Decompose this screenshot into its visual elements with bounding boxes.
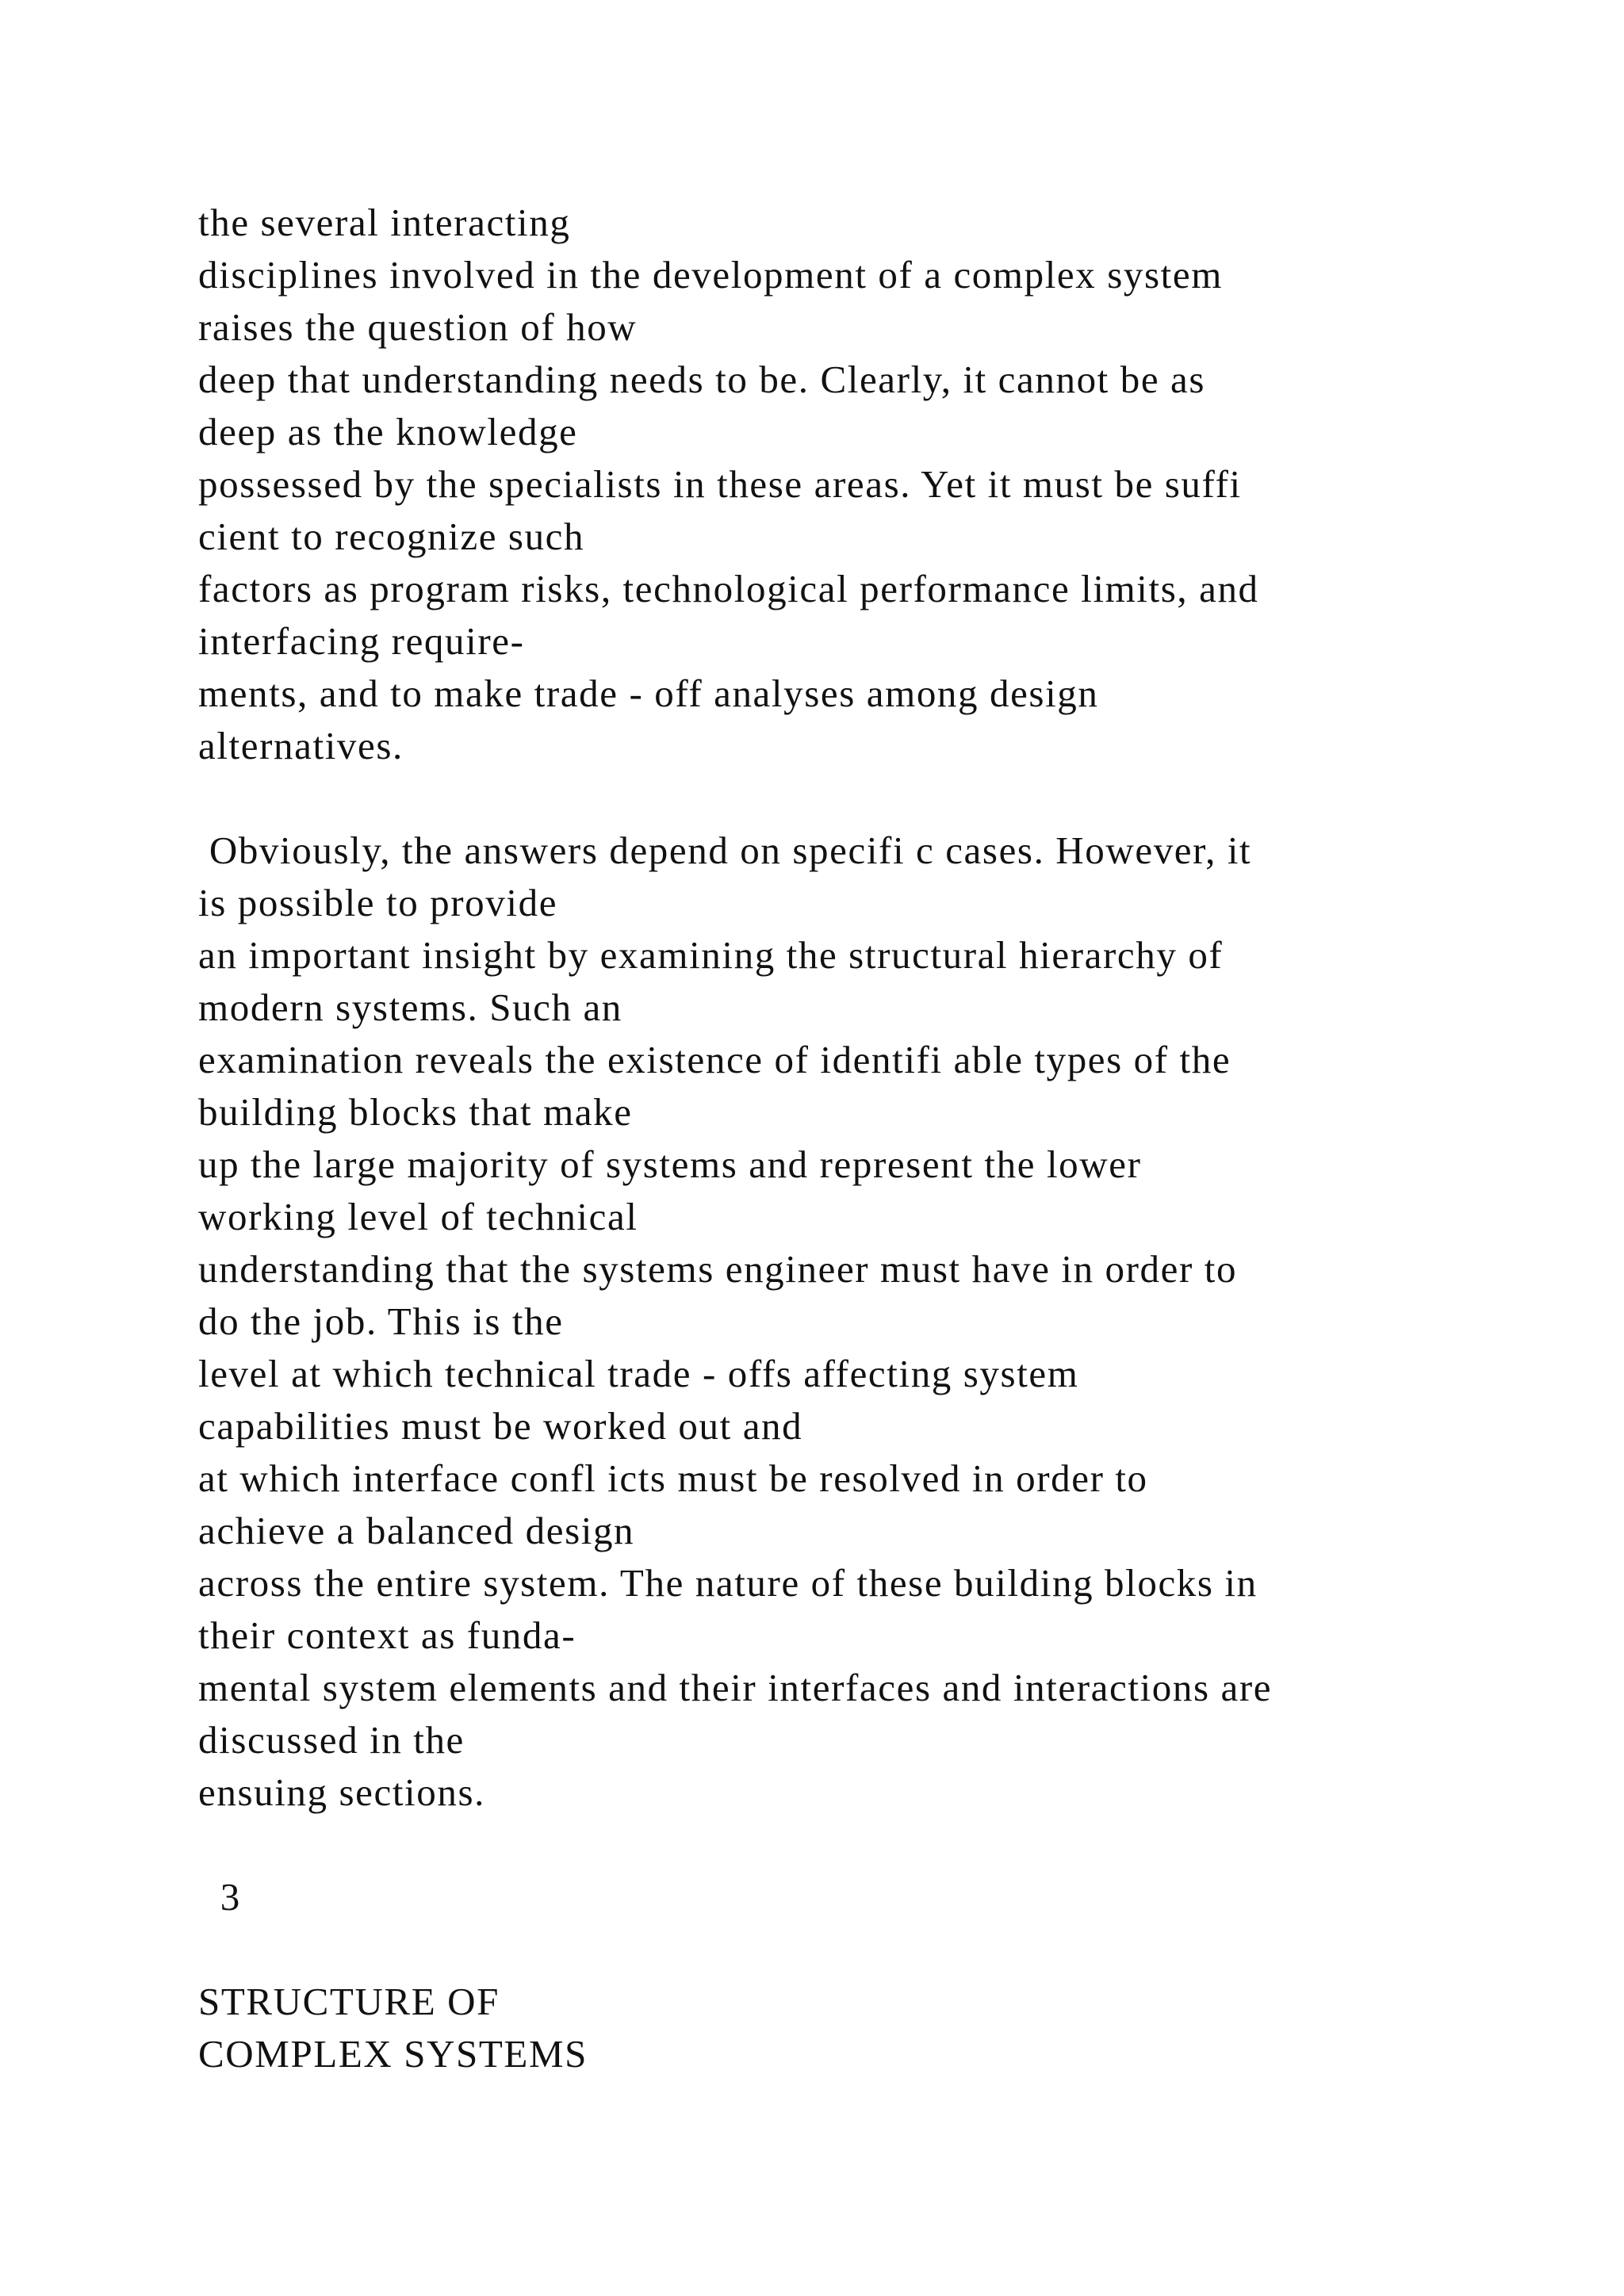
- text-line: ments, and to make trade - off analyses among design: [198, 672, 1099, 715]
- paragraph-2: [198, 825, 1507, 1819]
- text-line: an important insight by examining the structural hierarchy of: [198, 933, 1224, 977]
- heading-spacer: [198, 1923, 1507, 1976]
- text-line: level at which technical trade - offs affecting system: [198, 1352, 1079, 1395]
- text-line: raises the question of how: [198, 305, 638, 349]
- text-line: up the large majority of systems and represent the lower: [198, 1142, 1142, 1186]
- text-line: mental system elements and their interfaces and interactions are: [198, 1666, 1273, 1709]
- text-line: working level of technical: [198, 1195, 638, 1238]
- text-line: at which interface confl icts must be resolved in order to: [198, 1456, 1148, 1500]
- text-line: is possible to provide: [198, 881, 558, 924]
- chapter-title: [198, 1976, 1507, 2080]
- text-line: their context as funda-: [198, 1613, 576, 1657]
- paragraph-1: [198, 197, 1507, 772]
- text-line: achieve a balanced design: [198, 1509, 635, 1552]
- text-line: modern systems. Such an: [198, 985, 622, 1029]
- text-line: deep that understanding needs to be. Clearly, it cannot be as: [198, 358, 1206, 401]
- page-number: 3: [198, 1875, 241, 1919]
- text-line: disciplines involved in the development of a complex system: [198, 253, 1223, 297]
- text-line: do the job. This is the: [198, 1299, 564, 1343]
- chapter-title-line: COMPLEX SYSTEMS: [198, 2032, 588, 2076]
- text-line: ensuing sections.: [198, 1770, 485, 1814]
- text-line: possessed by the specialists in these areas. Yet it must be suffi: [198, 462, 1242, 506]
- text-line: cient to recognize such: [198, 515, 585, 558]
- text-line: alternatives.: [198, 724, 404, 767]
- text-line: factors as program risks, technological performance limits, and: [198, 567, 1259, 610]
- text-line: the several interacting: [198, 201, 571, 244]
- text-line: Obviously, the answers depend on specifi c cases. However, it: [198, 828, 1252, 872]
- text-line: building blocks that make: [198, 1090, 633, 1134]
- text-line: discussed in the: [198, 1718, 465, 1762]
- text-line: understanding that the systems engineer must have in order to: [198, 1247, 1238, 1291]
- paragraph-spacer: [198, 772, 1507, 825]
- chapter-title-line: STRUCTURE OF: [198, 1980, 500, 2023]
- text-line: examination reveals the existence of identifi able types of the: [198, 1038, 1231, 1081]
- text-line: interfacing require-: [198, 619, 525, 663]
- text-line: across the entire system. The nature of these building blocks in: [198, 1561, 1258, 1605]
- text-line: capabilities must be worked out and: [198, 1404, 803, 1448]
- text-line: deep as the knowledge: [198, 410, 578, 453]
- document-body: [198, 197, 1507, 2080]
- section-spacer: [198, 1819, 1507, 1871]
